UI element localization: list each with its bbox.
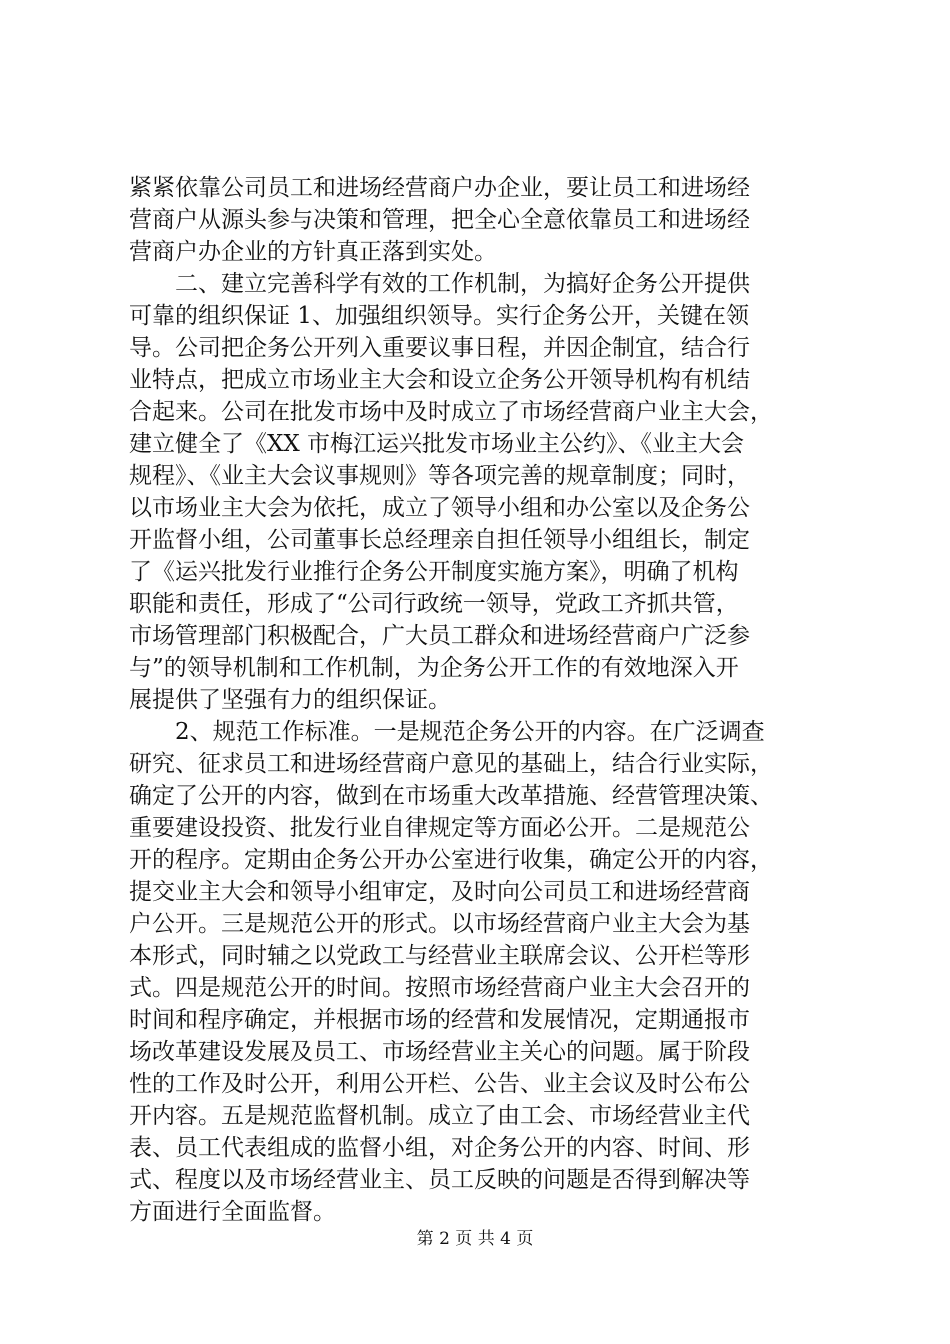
text-line: 营商户办企业的方针真正落到实处。 [129, 239, 497, 265]
text-line: 开的程序。定期由企务公开办公室进行收集，确定公开的内容， [129, 847, 773, 873]
text-line: 与”的领导机制和工作机制，为企务公开工作的有效地深入开 [129, 655, 739, 681]
text-line: 紧紧依靠公司员工和进场经营商户办企业，要让员工和进场经 [129, 175, 750, 201]
text-line: 以市场业主大会为依托，成立了领导小组和办公室以及企务公 [129, 495, 750, 521]
text-line: 二、建立完善科学有效的工作机制，为搞好企务公开提供 [175, 271, 750, 297]
text-line: 性的工作及时公开，利用公开栏、公告、业主会议及时公布公 [129, 1071, 750, 1097]
text-line: 规程》、《业主大会议事规则》等各项完善的规章制度；同时， [129, 463, 750, 489]
document-body [129, 172, 829, 1228]
text-line: 市场管理部门积极配合，广大员工群众和进场经营商户广泛参 [129, 623, 750, 649]
text-line: 了《运兴批发行业推行企务公开制度实施方案》，明确了机构 [129, 559, 739, 585]
text-line: 确定了公开的内容，做到在市场重大改革措施、经营管理决策、 [129, 783, 773, 809]
text-line: 重要建设投资、批发行业自律规定等方面必公开。二是规范公 [129, 815, 750, 841]
page-footer: 第 2 页 共 4 页 [416, 1229, 534, 1249]
text-line: 式、程度以及市场经营业主、员工反映的问题是否得到解决等 [129, 1167, 750, 1193]
text-line: 提交业主大会和领导小组审定，及时向公司员工和进场经营商 [129, 879, 750, 905]
text-line: 方面进行全面监督。 [129, 1199, 336, 1225]
text-line: 本形式，同时辅之以党政工与经营业主联席会议、公开栏等形 [129, 943, 750, 969]
text-line: 建立健全了《XX 市梅江运兴批发市场业主公约》、《业主大会 [129, 431, 745, 457]
text-line: 业特点，把成立市场业主大会和设立企务公开领导机构有机结 [129, 367, 750, 393]
text-line: 研究、征求员工和进场经营商户意见的基础上，结合行业实际， [129, 751, 773, 777]
text-line: 开监督小组，公司董事长总经理亲自担任领导小组组长，制定 [129, 527, 750, 553]
text-line: 可靠的组织保证 1、加强组织领导。实行企务公开，关键在领 [129, 303, 749, 329]
text-line: 开内容。五是规范监督机制。成立了由工会、市场经营业主代 [129, 1103, 750, 1129]
text-line: 导。公司把企务公开列入重要议事日程，并因企制宜，结合行 [129, 335, 750, 361]
text-line: 时间和程序确定，并根据市场的经营和发展情况，定期通报市 [129, 1007, 750, 1033]
text-line: 表、员工代表组成的监督小组，对企务公开的内容、时间、形 [129, 1135, 750, 1161]
text-line: 式。四是规范公开的时间。按照市场经营商户业主大会召开的 [129, 975, 750, 1001]
text-line: 展提供了坚强有力的组织保证。 [129, 687, 451, 713]
text-line: 场改革建设发展及员工、市场经营业主关心的问题。属于阶段 [129, 1039, 750, 1065]
text-line: 2、规范工作标准。一是规范企务公开的内容。在广泛调查 [175, 719, 765, 745]
text-line: 职能和责任，形成了“公司行政统一领导，党政工齐抓共管， [129, 591, 739, 617]
text-line: 营商户从源头参与决策和管理，把全心全意依靠员工和进场经 [129, 207, 750, 233]
text-line: 户公开。三是规范公开的形式。以市场经营商户业主大会为基 [129, 911, 750, 937]
text-line: 合起来。公司在批发市场中及时成立了市场经营商户业主大会， [129, 399, 773, 425]
